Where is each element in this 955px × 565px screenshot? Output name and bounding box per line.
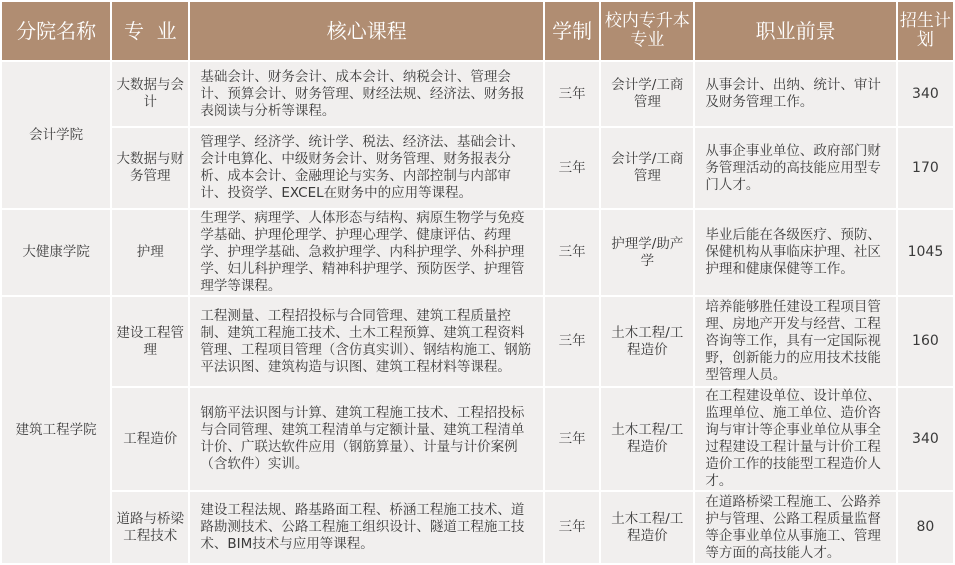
major-cell: 建设工程管理: [112, 297, 188, 386]
courses-cell: 管理学、经济学、统计学、税法、经济法、基础会计、会计电算化、中级财务会计、财务管理、财务报表分析、成本会计、金融理论与实务、内部控制与内部审计、投资学、EXCEL在财务中的应用等课程。: [190, 128, 543, 208]
major-cell: 工程造价: [112, 388, 188, 490]
career-cell: 在工程建设单位、设计单位、监理单位、施工单位、造价咨询与审计等企事业单位从事全过程建设工程计量与计价工程造价工作的技能型工程造价人才。: [695, 388, 895, 490]
header-college: 分院名称: [2, 2, 110, 60]
major-cell: 大数据与财务管理: [112, 128, 188, 208]
duration-cell: 三年: [545, 388, 599, 490]
courses-cell: 基础会计、财务会计、成本会计、纳税会计、管理会计、预算会计、财务管理、财经法规、经济法、财务报表阅读与分析等课程。: [190, 62, 543, 126]
header-major: 专 业: [112, 2, 188, 60]
table-row: [2, 210, 953, 295]
college-cell: 会计学院: [2, 62, 110, 208]
table-row: [2, 388, 953, 490]
upgrade-cell: 会计学/工商管理: [601, 62, 693, 126]
upgrade-cell: 护理学/助产学: [601, 210, 693, 295]
upgrade-cell: 土木工程/工程造价: [601, 388, 693, 490]
duration-cell: 三年: [545, 210, 599, 295]
major-cell: 护理: [112, 210, 188, 295]
quota-cell: 340: [898, 388, 953, 490]
quota-cell: 80: [898, 492, 953, 563]
upgrade-cell: 土木工程/工程造价: [601, 492, 693, 563]
college-cell: 大健康学院: [2, 210, 110, 295]
table-row: [2, 492, 953, 563]
header-quota: 招生计划: [898, 2, 953, 60]
courses-cell: 工程测量、工程招投标与合同管理、建筑工程质量控制、建筑工程施工技术、土木工程预算、建筑工程资料管理、工程项目管理（含仿真实训）、钢结构施工、钢筋平法识图、建筑构造与识图、建筑工程材料等课程。: [190, 297, 543, 386]
table-row: [2, 62, 953, 126]
major-cell: 大数据与会计: [112, 62, 188, 126]
table-row: [2, 297, 953, 386]
upgrade-cell: 土木工程/工程造价: [601, 297, 693, 386]
duration-cell: 三年: [545, 62, 599, 126]
header-courses: 核心课程: [190, 2, 543, 60]
courses-cell: 生理学、病理学、人体形态与结构、病原生物学与免疫学基础、护理伦理学、护理心理学、健康评估、药理学、护理学基础、急救护理学、内科护理学、外科护理学、妇儿科护理学、精神科护理学、预防医学、护理管理学等课程。: [190, 210, 543, 295]
college-cell: 建筑工程学院: [2, 297, 110, 563]
courses-cell: 钢筋平法识图与计算、建筑工程施工技术、工程招投标与合同管理、建筑工程清单与定额计量、建筑工程清单计价、广联达软件应用（钢筋算量）、计量与计价案例（含软件）实训。: [190, 388, 543, 490]
quota-cell: 160: [898, 297, 953, 386]
table-row: [2, 128, 953, 208]
career-cell: 从事会计、出纳、统计、审计及财务管理工作。: [695, 62, 895, 126]
quota-cell: 1045: [898, 210, 953, 295]
header-duration: 学制: [545, 2, 599, 60]
duration-cell: 三年: [545, 297, 599, 386]
upgrade-cell: 会计学/工商管理: [601, 128, 693, 208]
career-cell: 从事企事业单位、政府部门财务管理活动的高技能应用型专门人才。: [695, 128, 895, 208]
header-career: 职业前景: [695, 2, 895, 60]
header-upgrade: 校内专升本专业: [601, 2, 693, 60]
career-cell: 毕业后能在各级医疗、预防、保健机构从事临床护理、社区护理和健康保健等工作。: [695, 210, 895, 295]
major-cell: 道路与桥梁工程技术: [112, 492, 188, 563]
quota-cell: 340: [898, 62, 953, 126]
quota-cell: 170: [898, 128, 953, 208]
duration-cell: 三年: [545, 128, 599, 208]
table-header-row: [2, 2, 953, 60]
duration-cell: 三年: [545, 492, 599, 563]
career-cell: 培养能够胜任建设工程项目管理、房地产开发与经营、工程咨询等工作，具有一定国际视野，创新能力的应用技术技能型管理人员。: [695, 297, 895, 386]
career-cell: 在道路桥梁工程施工、公路养护与管理、公路工程质量监督等企事业单位从事施工、管理等方面的高技能人才。: [695, 492, 895, 563]
courses-cell: 建设工程法规、路基路面工程、桥涵工程施工技术、道路勘测技术、公路工程施工组织设计、隧道工程施工技术、BIM技术与应用等课程。: [190, 492, 543, 563]
